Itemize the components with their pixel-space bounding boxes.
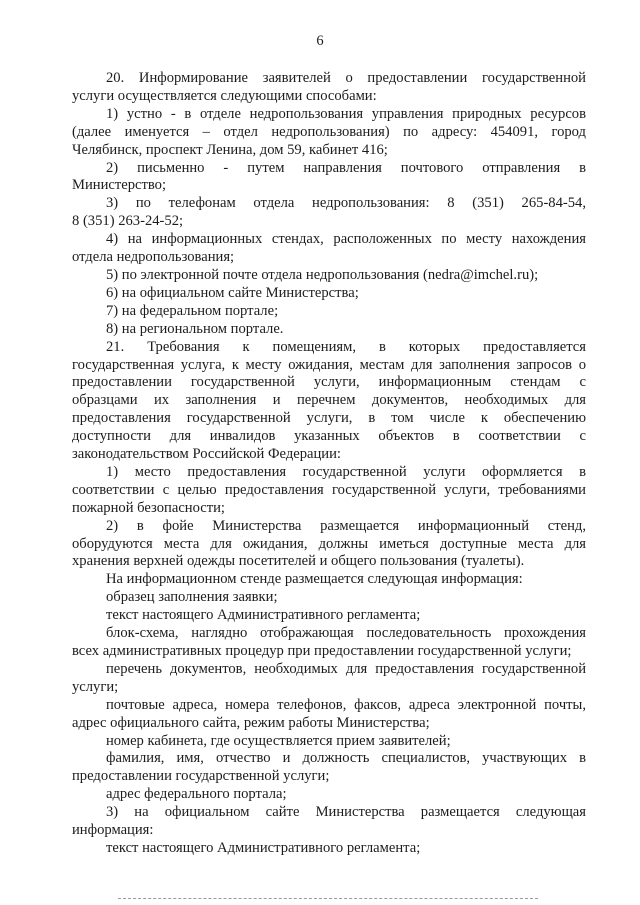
text-line: 5) по электронной почте отдела недропользования (nedra@imchel.ru);: [106, 266, 539, 283]
paragraph: [72, 106, 586, 160]
paragraph: [72, 804, 586, 840]
paragraph: [72, 195, 586, 231]
text-line: 8 (351) 263-24-52;: [72, 213, 184, 230]
text-line: На информационном стенде размещается следующая информация:: [106, 571, 523, 588]
text-line: 3) на официальном сайте Министерства размещается следующая: [106, 804, 586, 821]
text-line: предоставлении государственной услуги;: [72, 768, 330, 785]
paragraph: [72, 750, 586, 786]
text-line: фамилия, имя, отчество и должность специалистов, участвующих в: [106, 750, 586, 767]
text-line: предоставления государственной услуги, в том числе к обеспечению: [72, 410, 586, 427]
paragraph: [72, 518, 586, 572]
paragraph: [72, 303, 586, 321]
text-line: перечень документов, необходимых для предоставления государственной: [106, 660, 586, 677]
text-line: 8) на региональном портале.: [106, 320, 284, 337]
paragraph: [72, 786, 586, 804]
text-line: 2) в фойе Министерства размещается информационный стенд,: [106, 517, 586, 534]
text-line: соответствии с целью предоставления государственной услуги, требованиями: [72, 481, 586, 498]
text-line: образцами их заполнения и перечнем документов, необходимых для: [72, 392, 586, 409]
paragraph: [72, 625, 586, 661]
text-line: всех административных процедур при предоставлении государственной услуги;: [72, 643, 572, 659]
text-line: 1) место предоставления государственной услуги оформляется в: [106, 463, 586, 480]
paragraph: [72, 840, 586, 858]
paragraph: [72, 231, 586, 267]
paragraph: [72, 697, 586, 733]
text-line: Министерство;: [72, 177, 167, 194]
text-line: хранения верхней одежды посетителей и общего пользования (туалеты).: [72, 553, 525, 570]
text-line: образец заполнения заявки;: [106, 589, 278, 606]
paragraph: [72, 267, 586, 285]
text-line: текст настоящего Административного регламента;: [106, 839, 421, 856]
text-line: оборудуются места для ожидания, должны иметься доступные места для: [72, 535, 586, 552]
text-line: 20. Информирование заявителей о предоставлении государственной: [106, 70, 586, 86]
scan-edge-line: [118, 898, 538, 899]
paragraph: [72, 339, 586, 464]
text-line: адрес федерального портала;: [106, 786, 287, 803]
text-line: Челябинск, проспект Ленина, дом 59, кабинет 416;: [72, 141, 388, 158]
paragraph: [72, 661, 586, 697]
text-line: законодательством Российской Федерации:: [72, 446, 341, 463]
text-line: информация:: [72, 822, 154, 839]
text-line: блок-схема, наглядно отображающая последовательность прохождения: [106, 625, 586, 642]
text-line: пожарной безопасности;: [72, 499, 225, 516]
text-line: текст настоящего Административного регламента;: [106, 607, 421, 624]
paragraph: [72, 285, 586, 303]
regulation-text: [72, 70, 586, 858]
text-line: услуги осуществляется следующими способами:: [72, 87, 377, 104]
text-line: 3) по телефонам отдела недропользования: 8 (351) 265-84-54,: [106, 195, 586, 212]
text-line: государственная услуга, к месту ожидания, местам для заполнения запросов о: [72, 356, 586, 373]
text-line: предоставлении государственной услуги, информационным стендам с: [72, 374, 586, 391]
text-line: 6) на официальном сайте Министерства;: [106, 284, 359, 301]
paragraph: [72, 464, 586, 518]
text-line: 2) письменно - путем направления почтового отправления в: [106, 159, 586, 176]
text-line: 7) на федеральном портале;: [106, 302, 279, 319]
paragraph: [72, 160, 586, 196]
paragraph: [72, 571, 586, 589]
paragraph: [72, 321, 586, 339]
text-line: доступности для инвалидов указанных объектов в соответствии с: [72, 428, 586, 445]
text-line: номер кабинета, где осуществляется прием заявителей;: [106, 732, 451, 749]
text-line: (далее именуется – отдел недропользования) по адресу: 454091, город: [72, 123, 586, 140]
text-line: 21. Требования к помещениям, в которых предоставляется: [106, 338, 586, 355]
paragraph: [72, 589, 586, 607]
paragraph: [72, 733, 586, 751]
text-line: услуги;: [72, 678, 119, 695]
text-line: отдела недропользования;: [72, 249, 235, 266]
paragraph: [72, 70, 586, 106]
text-line: 1) устно - в отделе недропользования управления природных ресурсов: [106, 105, 586, 122]
text-line: почтовые адреса, номера телефонов, факсов, адреса электронной почты,: [106, 696, 586, 713]
text-line: адрес официального сайта, режим работы Министерства;: [72, 714, 430, 731]
text-line: 4) на информационных стендах, расположенных по месту нахождения: [106, 231, 586, 248]
paragraph: [72, 607, 586, 625]
page-number: 6: [316, 33, 324, 49]
